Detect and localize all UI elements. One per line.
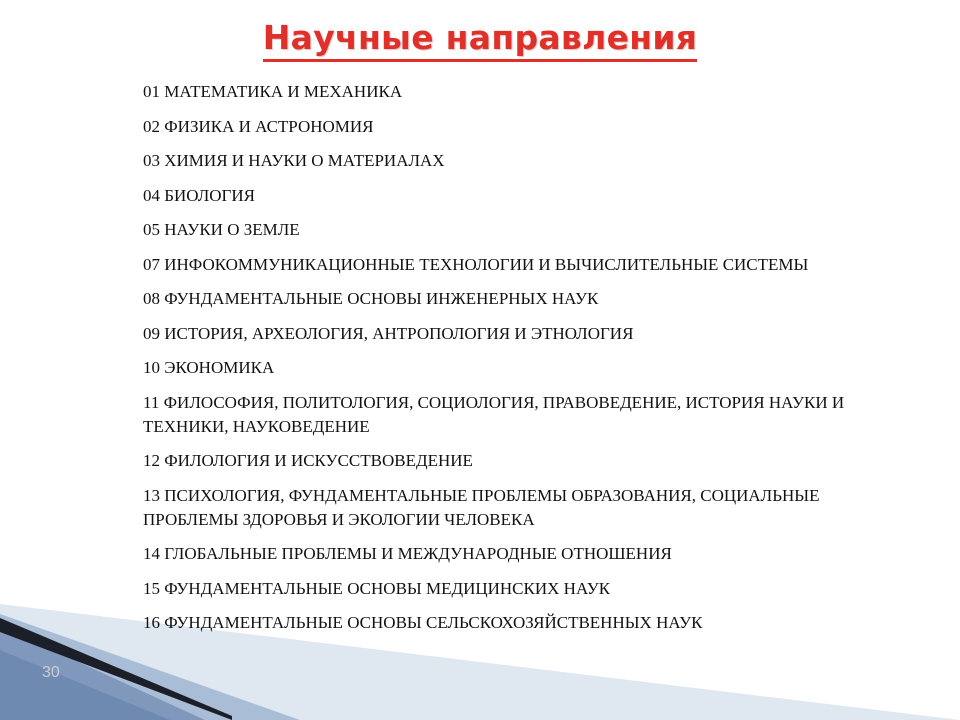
list-item: 15 ФУНДАМЕНТАЛЬНЫЕ ОСНОВЫ МЕДИЦИНСКИХ НАУК (143, 578, 611, 598)
list-item: 08 ФУНДАМЕНТАЛЬНЫЕ ОСНОВЫ ИНЖЕНЕРНЫХ НАУК (143, 289, 599, 308)
list-item: 12 ФИЛОЛОГИЯ И ИСКУССТВОВЕДЕНИЕ (143, 451, 473, 470)
directions-list (143, 80, 903, 646)
list-item: 07 ИНФОКОММУНИКАЦИОННЫЕ ТЕХНОЛОГИИ И ВЫЧИСЛИТЕЛЬНЫЕ СИСТЕМЫ (143, 254, 809, 274)
list-item: 14 ГЛОБАЛЬНЫЕ ПРОБЛЕМЫ И МЕЖДУНАРОДНЫЕ ОТНОШЕНИЯ (143, 544, 672, 563)
list-item: 11 ФИЛОСОФИЯ, ПОЛИТОЛОГИЯ, СОЦИОЛОГИЯ, ПРАВОВЕДЕНИЕ, ИСТОРИЯ НАУКИ И ТЕХНИКИ, НАУКОВЕДЕНИЕ (143, 392, 845, 436)
slide-number: 30 (42, 664, 60, 681)
list-item: 13 ПСИХОЛОГИЯ, ФУНДАМЕНТАЛЬНЫЕ ПРОБЛЕМЫ ОБРАЗОВАНИЯ, СОЦИАЛЬНЫЕ ПРОБЛЕМЫ ЗДОРОВЬЯ И ЭКОЛОГИИ ЧЕЛОВЕКА (143, 485, 820, 529)
list-item: 02 ФИЗИКА И АСТРОНОМИЯ (143, 116, 374, 136)
page-title-text: Научные направления (263, 18, 698, 62)
list-item: 16 ФУНДАМЕНТАЛЬНЫЕ ОСНОВЫ СЕЛЬСКОХОЗЯЙСТВЕННЫХ НАУК (143, 613, 703, 632)
list-item: 09 ИСТОРИЯ, АРХЕОЛОГИЯ, АНТРОПОЛОГИЯ И ЭТНОЛОГИЯ (143, 323, 634, 343)
list-item: 01 МАТЕМАТИКА И МЕХАНИКА (143, 82, 403, 101)
list-item: 10 ЭКОНОМИКА (143, 358, 275, 377)
list-item: 03 ХИМИЯ И НАУКИ О МАТЕРИАЛАХ (143, 151, 445, 170)
list-item: 05 НАУКИ О ЗЕМЛЕ (143, 220, 300, 239)
list-item: 04 БИОЛОГИЯ (143, 185, 255, 205)
page-title (0, 16, 960, 60)
